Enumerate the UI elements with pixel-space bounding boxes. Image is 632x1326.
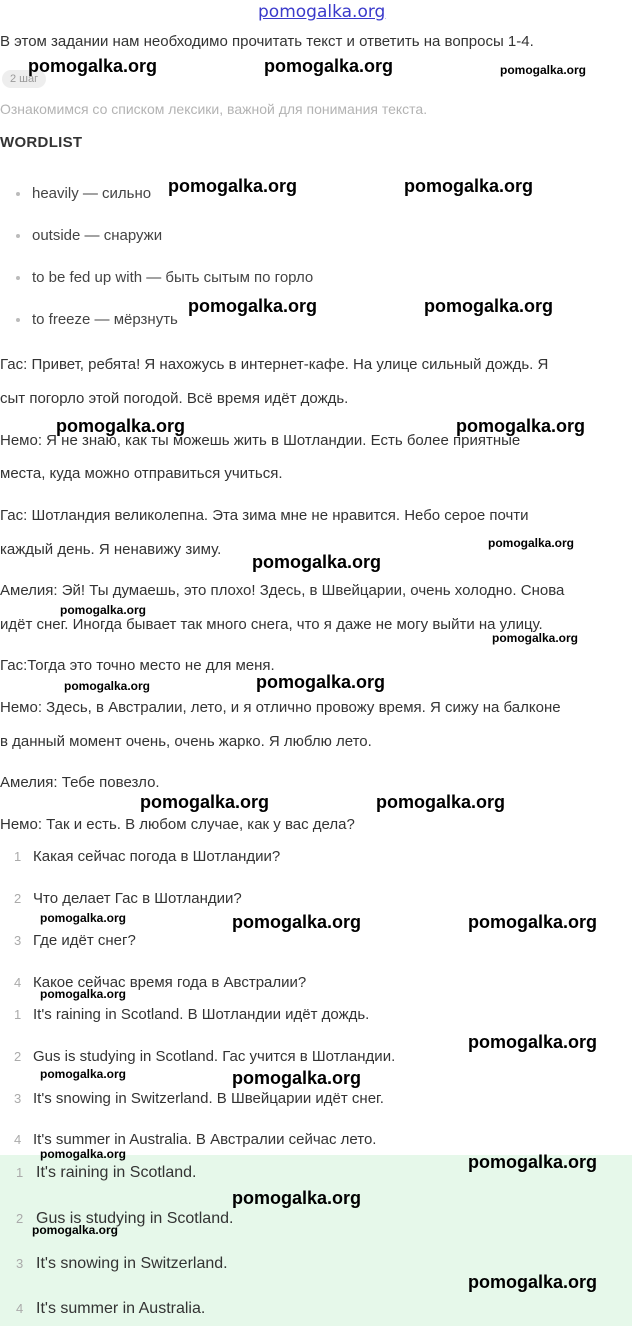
question-text: Какая сейчас погода в Шотландии? bbox=[33, 848, 281, 865]
translation-text: Gus is studying in Scotland. Гас учится в Шотландии. bbox=[33, 1048, 396, 1065]
wordlist-item-text: heavily — сильно bbox=[32, 185, 152, 202]
question-item bbox=[14, 932, 136, 949]
question-text: Что делает Гас в Шотландии? bbox=[33, 890, 242, 907]
question-item bbox=[14, 890, 242, 907]
answer-text: Gus is studying in Scotland. bbox=[36, 1210, 234, 1227]
wordlist-item bbox=[16, 185, 151, 202]
bullet-icon bbox=[16, 234, 20, 238]
dialogue-line: сыт погорло этой погодой. Всё время идёт дождь. bbox=[0, 390, 349, 407]
item-number: 3 bbox=[14, 1091, 22, 1106]
answer-item bbox=[16, 1255, 228, 1273]
item-number: 2 bbox=[16, 1211, 24, 1226]
watermark: pomogalka.org bbox=[252, 552, 382, 572]
watermark: pomogalka.org bbox=[256, 672, 386, 692]
watermark: pomogalka.org bbox=[232, 1188, 362, 1208]
answer-text: It's raining in Scotland. bbox=[36, 1164, 197, 1181]
bullet-icon bbox=[16, 276, 20, 280]
item-number: 4 bbox=[16, 1301, 24, 1316]
watermark: pomogalka.org bbox=[40, 1067, 127, 1081]
translation-item bbox=[14, 1006, 369, 1023]
watermark: pomogalka.org bbox=[56, 416, 186, 436]
translation-text: It's snowing in Switzerland. В Швейцарии идёт снег. bbox=[33, 1090, 384, 1107]
item-number: 2 bbox=[14, 1049, 22, 1064]
watermark: pomogalka.org bbox=[140, 792, 270, 812]
watermark: pomogalka.org bbox=[500, 63, 587, 77]
wordlist-title: WORDLIST bbox=[0, 134, 83, 151]
site-logo[interactable]: pomogalka.org bbox=[258, 2, 386, 22]
step-badge: 2 шаг bbox=[2, 70, 46, 88]
dialogue-line: Гас: Шотландия великолепна. Эта зима мне не нравится. Небо серое почти bbox=[0, 507, 529, 524]
watermark: pomogalka.org bbox=[456, 416, 586, 436]
watermark: pomogalka.org bbox=[232, 1068, 362, 1088]
translation-item bbox=[14, 1048, 395, 1065]
dialogue-line: идёт снег. Иногда бывает так много снега, что я даже не могу выйти на улицу. bbox=[0, 616, 543, 633]
dialogue-line: Немо: Так и есть. В любом случае, как у вас дела? bbox=[0, 816, 355, 833]
watermark: pomogalka.org bbox=[28, 56, 158, 76]
item-number: 1 bbox=[14, 849, 22, 864]
dialogue-line: Амелия: Эй! Ты думаешь, это плохо! Здесь, в Швейцарии, очень холодно. Снова bbox=[0, 582, 565, 599]
watermark: pomogalka.org bbox=[376, 792, 506, 812]
watermark: pomogalka.org bbox=[468, 1032, 598, 1052]
watermark: pomogalka.org bbox=[40, 987, 127, 1001]
item-number: 1 bbox=[16, 1165, 24, 1180]
dialogue-line: места, куда можно отправиться учиться. bbox=[0, 465, 283, 482]
wordlist-item bbox=[16, 227, 162, 244]
dialogue-line: Немо: Здесь, в Австралии, лето, и я отлично провожу время. Я сижу на балконе bbox=[0, 699, 561, 716]
question-item bbox=[14, 848, 280, 865]
translation-text: It's summer in Australia. В Австралии сейчас лето. bbox=[33, 1131, 377, 1148]
item-number: 4 bbox=[14, 1132, 22, 1147]
watermark: pomogalka.org bbox=[468, 1152, 598, 1172]
dialogue-line: Гас: Привет, ребята! Я нахожусь в интернет-кафе. На улице сильный дождь. Я bbox=[0, 356, 549, 373]
translation-item bbox=[14, 1131, 376, 1148]
wordlist-item-text: outside — снаружи bbox=[32, 227, 163, 244]
watermark: pomogalka.org bbox=[168, 176, 298, 196]
question-text: Где идёт снег? bbox=[33, 932, 136, 949]
dialogue-line: Гас:Тогда это точно место не для меня. bbox=[0, 657, 275, 674]
wordlist-item-text: to freeze — мёрзнуть bbox=[32, 311, 178, 328]
watermark: pomogalka.org bbox=[488, 536, 575, 550]
answer-text: It's summer in Australia. bbox=[36, 1300, 206, 1317]
wordlist-note: Ознакомимся со списком лексики, важной для понимания текста. bbox=[0, 101, 428, 117]
wordlist-item bbox=[16, 269, 313, 286]
translation-item bbox=[14, 1090, 384, 1107]
answer-item bbox=[16, 1300, 205, 1318]
intro-text: В этом задании нам необходимо прочитать текст и ответить на вопросы 1-4. bbox=[0, 33, 534, 50]
wordlist-item bbox=[16, 311, 178, 328]
watermark: pomogalka.org bbox=[60, 603, 147, 617]
item-number: 3 bbox=[14, 933, 22, 948]
item-number: 3 bbox=[16, 1256, 24, 1271]
watermark: pomogalka.org bbox=[188, 296, 318, 316]
item-number: 1 bbox=[14, 1007, 22, 1022]
watermark: pomogalka.org bbox=[468, 912, 598, 932]
watermark: pomogalka.org bbox=[468, 1272, 598, 1292]
translation-text: It's raining in Scotland. В Шотландии идёт дождь. bbox=[33, 1006, 370, 1023]
item-number: 4 bbox=[14, 975, 22, 990]
dialogue-line: в данный момент очень, очень жарко. Я люблю лето. bbox=[0, 733, 372, 750]
answer-text: It's snowing in Switzerland. bbox=[36, 1255, 228, 1272]
watermark: pomogalka.org bbox=[232, 912, 362, 932]
watermark: pomogalka.org bbox=[492, 631, 579, 645]
wordlist-item-text: to be fed up with — быть сытым по горло bbox=[32, 269, 314, 286]
watermark: pomogalka.org bbox=[64, 679, 151, 693]
bullet-icon bbox=[16, 318, 20, 322]
watermark: pomogalka.org bbox=[32, 1223, 119, 1237]
watermark: pomogalka.org bbox=[404, 176, 534, 196]
watermark: pomogalka.org bbox=[40, 911, 127, 925]
dialogue-line: Немо: Я не знаю, как ты можешь жить в Шотландии. Есть более приятные bbox=[0, 432, 521, 449]
answer-item bbox=[16, 1164, 196, 1182]
watermark: pomogalka.org bbox=[424, 296, 554, 316]
bullet-icon bbox=[16, 192, 20, 196]
watermark: pomogalka.org bbox=[40, 1147, 127, 1161]
question-text: Какое сейчас время года в Австралии? bbox=[33, 974, 307, 991]
dialogue-line: Амелия: Тебе повезло. bbox=[0, 774, 160, 791]
item-number: 2 bbox=[14, 891, 22, 906]
dialogue-line: каждый день. Я ненавижу зиму. bbox=[0, 541, 222, 558]
watermark: pomogalka.org bbox=[264, 56, 394, 76]
